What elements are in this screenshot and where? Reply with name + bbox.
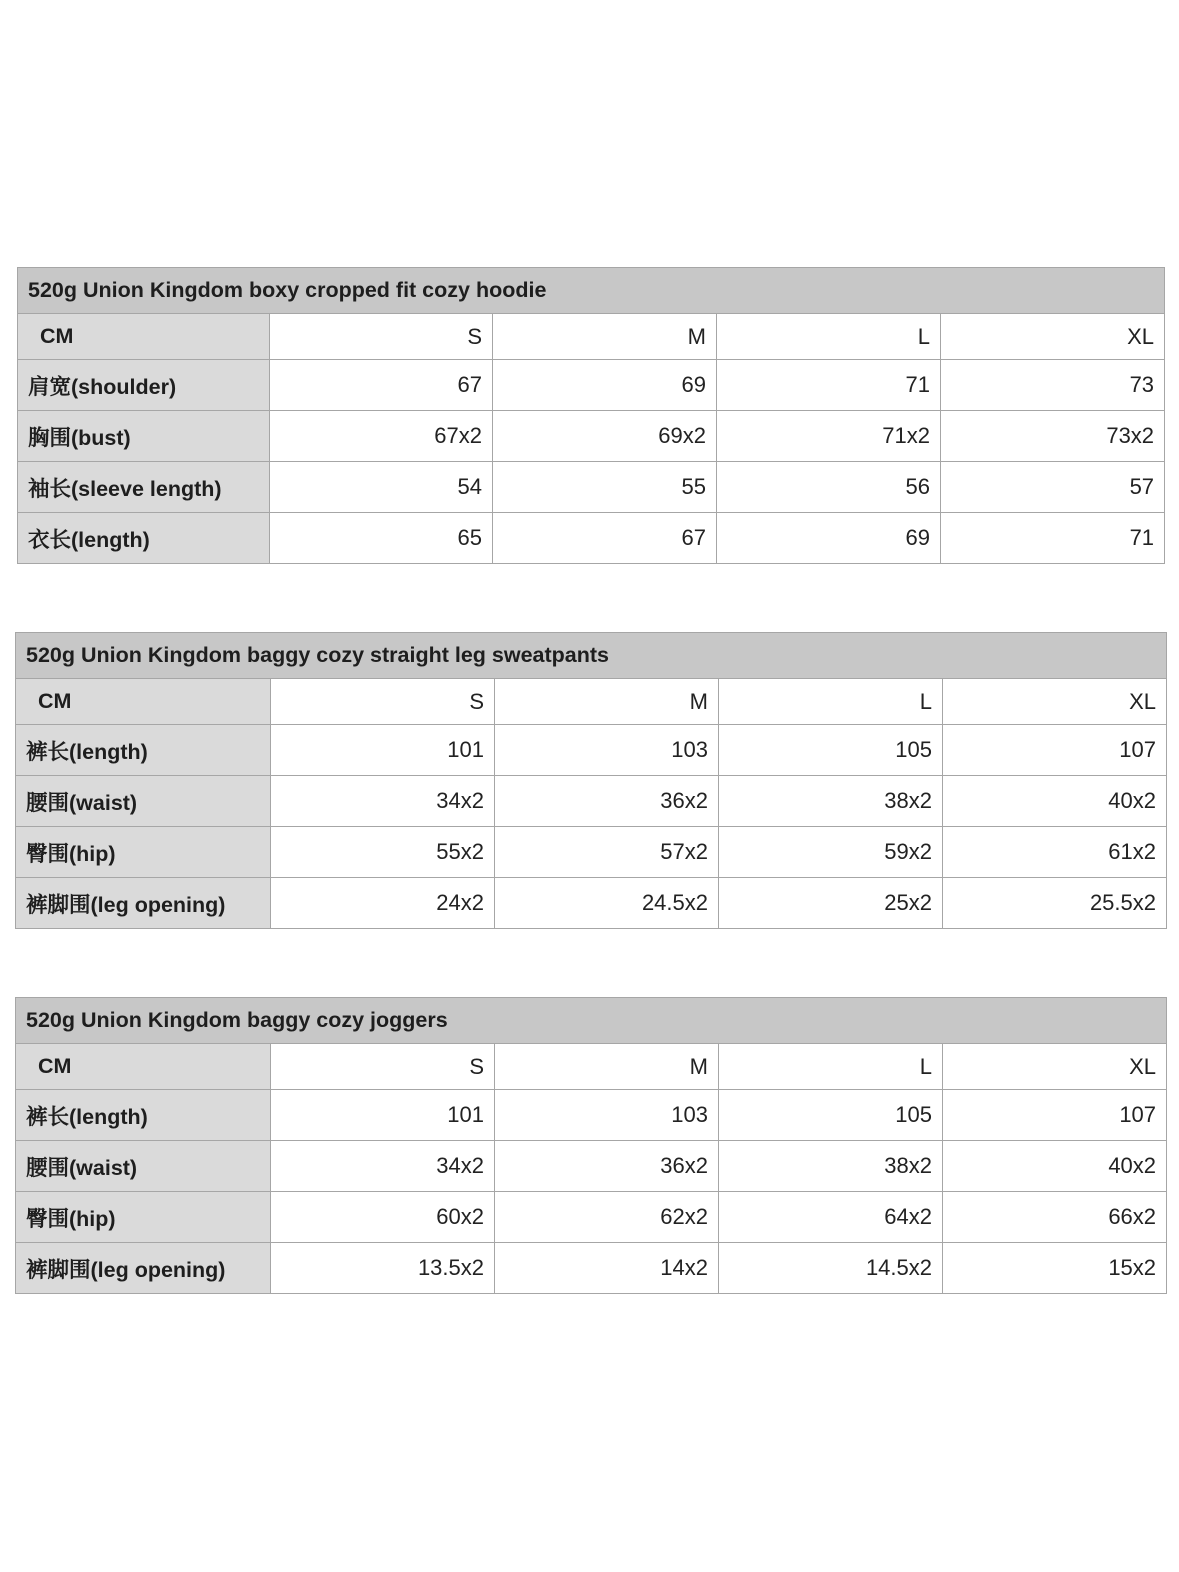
size-s-header: S <box>271 679 495 725</box>
table-title: 520g Union Kingdom baggy cozy straight leg sweatpants <box>16 633 1167 679</box>
row-label: 袖长(sleeve length) <box>18 462 270 513</box>
value-cell: 103 <box>495 725 719 776</box>
unit-label: CM <box>16 679 271 725</box>
value-cell: 34x2 <box>271 776 495 827</box>
value-cell: 24.5x2 <box>495 878 719 929</box>
value-cell: 24x2 <box>271 878 495 929</box>
size-header-row <box>16 1044 1167 1090</box>
table-row <box>16 1243 1167 1294</box>
row-label: 臀围(hip) <box>16 1192 271 1243</box>
row-label: 肩宽(shoulder) <box>18 360 270 411</box>
table-row <box>16 1192 1167 1243</box>
size-m-header: M <box>493 314 717 360</box>
value-cell: 67x2 <box>270 411 493 462</box>
value-cell: 40x2 <box>943 776 1167 827</box>
sweatpants-size-table <box>15 632 1167 929</box>
value-cell: 55 <box>493 462 717 513</box>
row-label: 裤脚围(leg opening) <box>16 878 271 929</box>
size-l-header: L <box>719 1044 943 1090</box>
value-cell: 56 <box>717 462 941 513</box>
value-cell: 64x2 <box>719 1192 943 1243</box>
value-cell: 60x2 <box>271 1192 495 1243</box>
row-label: 臀围(hip) <box>16 827 271 878</box>
value-cell: 25x2 <box>719 878 943 929</box>
size-xl-header: XL <box>943 679 1167 725</box>
value-cell: 107 <box>943 1090 1167 1141</box>
value-cell: 34x2 <box>271 1141 495 1192</box>
value-cell: 67 <box>270 360 493 411</box>
table-row <box>16 878 1167 929</box>
value-cell: 38x2 <box>719 776 943 827</box>
size-xl-header: XL <box>941 314 1165 360</box>
value-cell: 69 <box>717 513 941 564</box>
table-row <box>18 360 1165 411</box>
table-row <box>16 776 1167 827</box>
value-cell: 71 <box>941 513 1165 564</box>
value-cell: 66x2 <box>943 1192 1167 1243</box>
row-label: 裤脚围(leg opening) <box>16 1243 271 1294</box>
value-cell: 65 <box>270 513 493 564</box>
value-cell: 57 <box>941 462 1165 513</box>
table-row <box>18 462 1165 513</box>
hoodie-size-table <box>17 267 1165 564</box>
size-l-header: L <box>717 314 941 360</box>
value-cell: 107 <box>943 725 1167 776</box>
value-cell: 54 <box>270 462 493 513</box>
value-cell: 69x2 <box>493 411 717 462</box>
value-cell: 105 <box>719 725 943 776</box>
value-cell: 40x2 <box>943 1141 1167 1192</box>
table-title: 520g Union Kingdom boxy cropped fit cozy hoodie <box>18 268 1165 314</box>
row-label: 裤长(length) <box>16 725 271 776</box>
table-row <box>18 513 1165 564</box>
value-cell: 38x2 <box>719 1141 943 1192</box>
value-cell: 36x2 <box>495 776 719 827</box>
value-cell: 62x2 <box>495 1192 719 1243</box>
size-m-header: M <box>495 1044 719 1090</box>
value-cell: 13.5x2 <box>271 1243 495 1294</box>
row-label: 腰围(waist) <box>16 776 271 827</box>
size-s-header: S <box>270 314 493 360</box>
value-cell: 67 <box>493 513 717 564</box>
row-label: 衣长(length) <box>18 513 270 564</box>
value-cell: 14x2 <box>495 1243 719 1294</box>
size-xl-header: XL <box>943 1044 1167 1090</box>
row-label: 腰围(waist) <box>16 1141 271 1192</box>
value-cell: 71 <box>717 360 941 411</box>
value-cell: 71x2 <box>717 411 941 462</box>
value-cell: 73 <box>941 360 1165 411</box>
table-row <box>16 725 1167 776</box>
value-cell: 101 <box>271 725 495 776</box>
table-row <box>16 1090 1167 1141</box>
value-cell: 25.5x2 <box>943 878 1167 929</box>
value-cell: 73x2 <box>941 411 1165 462</box>
value-cell: 36x2 <box>495 1141 719 1192</box>
unit-label: CM <box>18 314 270 360</box>
value-cell: 55x2 <box>271 827 495 878</box>
value-cell: 15x2 <box>943 1243 1167 1294</box>
unit-label: CM <box>16 1044 271 1090</box>
value-cell: 59x2 <box>719 827 943 878</box>
table-row <box>16 1141 1167 1192</box>
size-header-row <box>16 679 1167 725</box>
value-cell: 61x2 <box>943 827 1167 878</box>
size-l-header: L <box>719 679 943 725</box>
value-cell: 69 <box>493 360 717 411</box>
row-label: 裤长(length) <box>16 1090 271 1141</box>
table-row <box>18 411 1165 462</box>
value-cell: 101 <box>271 1090 495 1141</box>
value-cell: 57x2 <box>495 827 719 878</box>
value-cell: 103 <box>495 1090 719 1141</box>
table-title: 520g Union Kingdom baggy cozy joggers <box>16 998 1167 1044</box>
table-row <box>16 827 1167 878</box>
size-s-header: S <box>271 1044 495 1090</box>
value-cell: 14.5x2 <box>719 1243 943 1294</box>
row-label: 胸围(bust) <box>18 411 270 462</box>
size-header-row <box>18 314 1165 360</box>
value-cell: 105 <box>719 1090 943 1141</box>
joggers-size-table <box>15 997 1167 1294</box>
size-m-header: M <box>495 679 719 725</box>
